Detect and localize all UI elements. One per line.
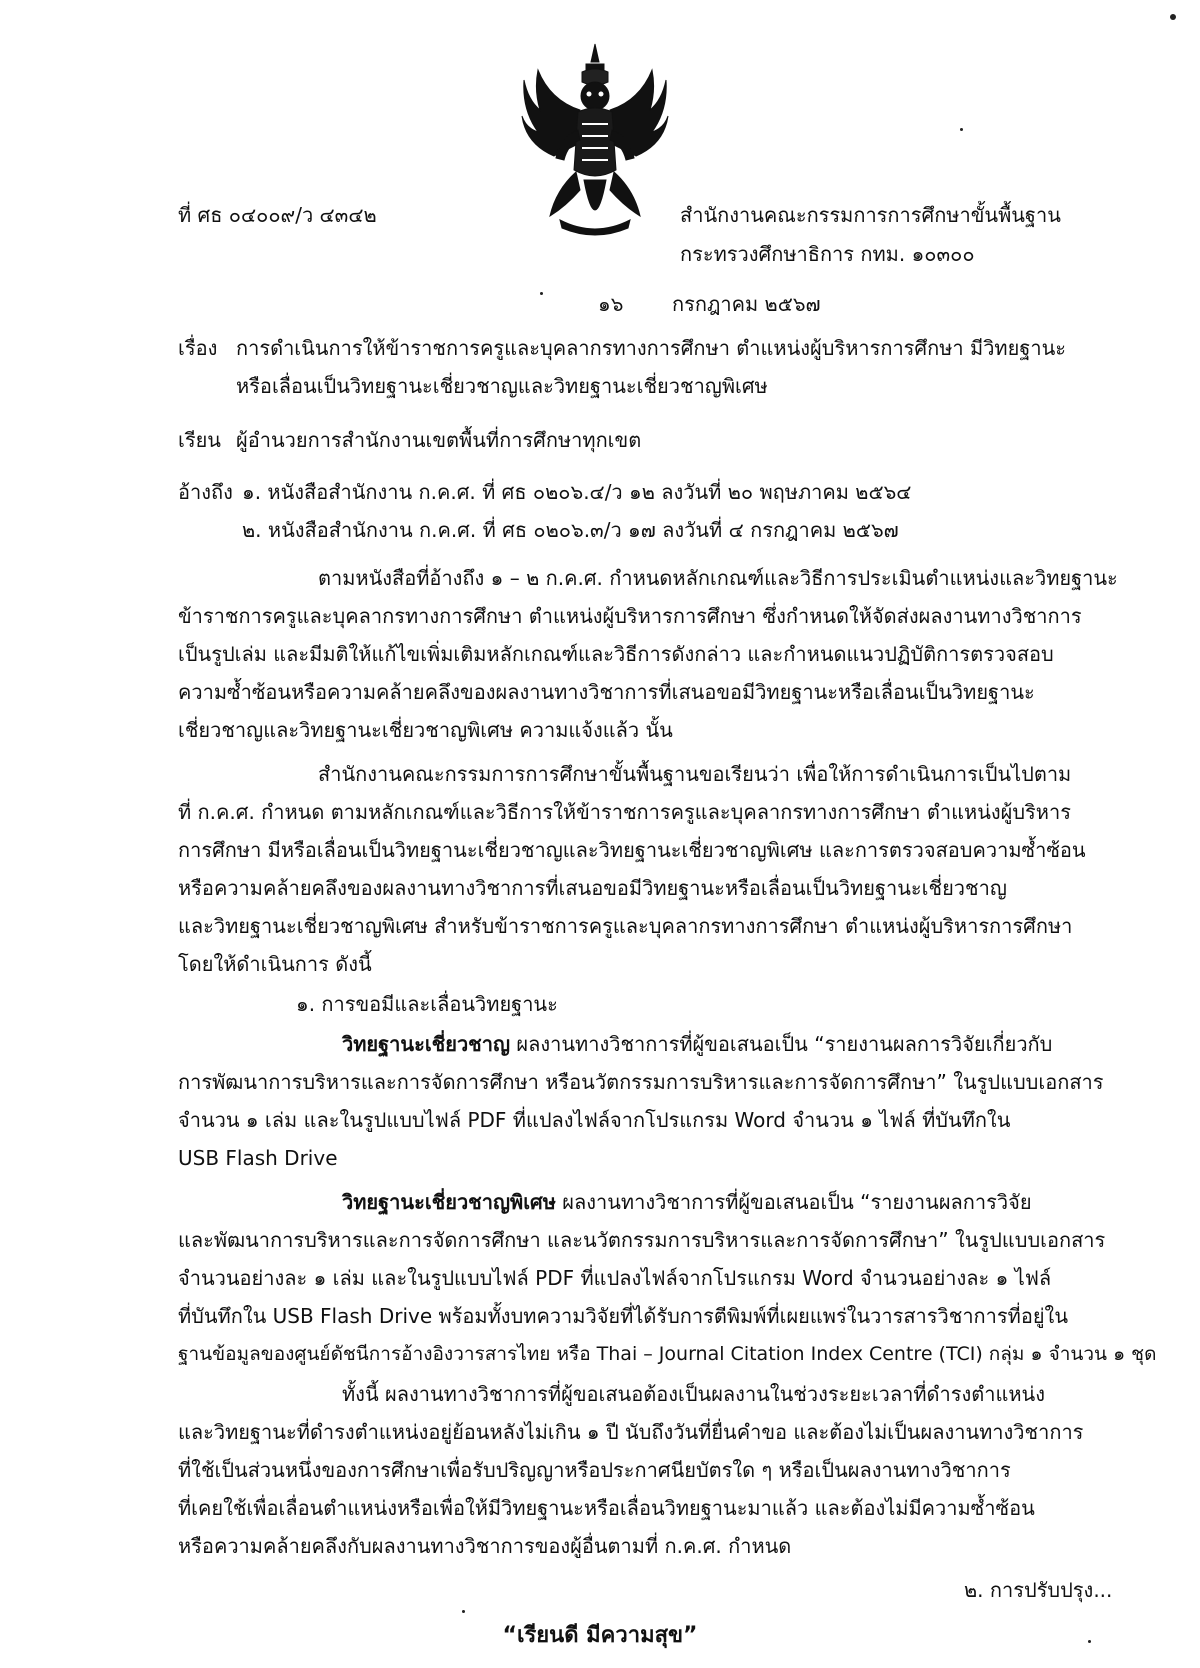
senior-expert-rank-line: และพัฒนาการบริหารและการจัดการศึกษา และนวัตกรรมการบริหารและการจัดการศึกษา” ในรูปแบบเอกสาร <box>178 1228 1106 1252</box>
paragraph-2-line: การศึกษา มีหรือเลื่อนเป็นวิทยฐานะเชี่ยวชาญและวิทยฐานะเชี่ยวชาญพิเศษ และการตรวจสอบความซ้ำซ้อน <box>178 838 1086 862</box>
footer-slogan: “เรียนดี มีความสุข” <box>502 1623 698 1648</box>
expert-rank-line <box>342 1026 1052 1062</box>
subject-line-1: การดำเนินการให้ข้าราชการครูและบุคลากรทางการศึกษา ตำแหน่งผู้บริหารการศึกษา มีวิทยฐานะ <box>236 336 1066 360</box>
scan-speck <box>1170 14 1176 20</box>
senior-expert-rank-line: ที่บันทึกใน USB Flash Drive พร้อมทั้งบทความวิจัยที่ได้รับการตีพิมพ์ที่เผยแพร่ในวารสารวิชาการที่อยู่ใน <box>178 1304 1068 1328</box>
date-month-year: กรกฎาคม ๒๕๖๗ <box>672 292 821 316</box>
recipient-label: เรียน <box>178 428 221 452</box>
paragraph-2-line: โดยให้ดำเนินการ ดังนี้ <box>178 952 372 976</box>
paragraph-2-line: หรือความคล้ายคลึงของผลงานทางวิชาการที่เสนอขอมีวิทยฐานะหรือเลื่อนเป็นวิทยฐานะเชี่ยวชาญ <box>178 876 1007 900</box>
garuda-emblem-icon <box>520 40 670 242</box>
senior-expert-rank-title: วิทยฐานะเชี่ยวชาญพิเศษ <box>342 1190 556 1214</box>
expert-rank-line: จำนวน ๑ เล่ม และในรูปแบบไฟล์ PDF ที่แปลงไฟล์จากโปรแกรม Word จำนวน ๑ ไฟล์ ที่บันทึกใน <box>178 1108 1011 1132</box>
scan-speck <box>960 128 963 131</box>
scan-speck <box>1088 1640 1091 1643</box>
organization-address: กระทรวงศึกษาธิการ กทม. ๑๐๓๐๐ <box>680 242 975 266</box>
scan-speck <box>462 1610 465 1613</box>
expert-rank-text: ผลงานทางวิชาการที่ผู้ขอเสนอเป็น “รายงานผลการวิจัยเกี่ยวกับ <box>516 1032 1053 1056</box>
paragraph-3-line: ที่เคยใช้เพื่อเลื่อนตำแหน่งหรือเพื่อให้มีวิทยฐานะหรือเลื่อนวิทยฐานะมาแล้ว และต้องไม่มีความซ้ำซ้อน <box>178 1496 1035 1520</box>
continuation-marker: ๒. การปรับปรุง... <box>964 1578 1113 1602</box>
paragraph-3-line: และวิทยฐานะที่ดำรงตำแหน่งอยู่ย้อนหลังไม่เกิน ๑ ปี นับถึงวันที่ยื่นคำขอ และต้องไม่เป็นผลงานทางวิชาการ <box>178 1420 1084 1444</box>
paragraph-1-line: เป็นรูปเล่ม และมีมติให้แก้ไขเพิ่มเติมหลักเกณฑ์และวิธีการดังกล่าว และกำหนดแนวปฏิบัติการตรวจสอบ <box>178 642 1054 666</box>
paragraph-2-line: ที่ ก.ค.ศ. กำหนด ตามหลักเกณฑ์และวิธีการให้ข้าราชการครูและบุคลากรทางการศึกษา ตำแหน่งผู้บริหาร <box>178 800 1071 824</box>
expert-rank-line: การพัฒนาการบริหารและการจัดการศึกษา หรือนวัตกรรมการบริหารและการจัดการศึกษา” ในรูปแบบเอกสาร <box>178 1070 1104 1094</box>
subject-line-2: หรือเลื่อนเป็นวิทยฐานะเชี่ยวชาญและวิทยฐานะเชี่ยวชาญพิเศษ <box>236 374 768 398</box>
paragraph-1-line: ตามหนังสือที่อ้างถึง ๑ – ๒ ก.ค.ศ. กำหนดหลักเกณฑ์และวิธีการประเมินตำแหน่งและวิทยฐานะ <box>318 566 1118 590</box>
expert-rank-line: USB Flash Drive <box>178 1146 338 1170</box>
references-label: อ้างถึง <box>178 480 233 504</box>
reference-number: ที่ ศธ ๐๔๐๐๙/ว ๔๓๔๒ <box>178 203 377 227</box>
paragraph-3-line: หรือความคล้ายคลึงกับผลงานทางวิชาการของผู้อื่นตามที่ ก.ค.ศ. กำหนด <box>178 1534 792 1558</box>
paragraph-3-line: ทั้งนี้ ผลงานทางวิชาการที่ผู้ขอเสนอต้องเป็นผลงานในช่วงระยะเวลาที่ดำรงตำแหน่ง <box>342 1382 1045 1406</box>
organization-name: สำนักงานคณะกรรมการการศึกษาขั้นพื้นฐาน <box>680 203 1061 227</box>
senior-expert-rank-line: จำนวนอย่างละ ๑ เล่ม และในรูปแบบไฟล์ PDF ที่แปลงไฟล์จากโปรแกรม Word จำนวนอย่างละ ๑ ไฟล์ <box>178 1266 1052 1290</box>
paragraph-1-line: ข้าราชการครูและบุคลากรทางการศึกษา ตำแหน่งผู้บริหารการศึกษา ซึ่งกำหนดให้จัดส่งผลงานทางวิชาการ <box>178 604 1082 628</box>
reference-item-2: ๒. หนังสือสำนักงาน ก.ค.ศ. ที่ ศธ ๐๒๐๖.๓/ว ๑๗ ลงวันที่ ๔ กรกฎาคม ๒๕๖๗ <box>242 518 899 542</box>
scan-speck <box>540 292 543 295</box>
expert-rank-title: วิทยฐานะเชี่ยวชาญ <box>342 1032 511 1056</box>
senior-expert-rank-text: ผลงานทางวิชาการที่ผู้ขอเสนอเป็น “รายงานผลการวิจัย <box>562 1190 1032 1214</box>
paragraph-1-line: เชี่ยวชาญและวิทยฐานะเชี่ยวชาญพิเศษ ความแจ้งแล้ว นั้น <box>178 718 673 742</box>
subject-label: เรื่อง <box>178 336 218 360</box>
reference-item-1: ๑. หนังสือสำนักงาน ก.ค.ศ. ที่ ศธ ๐๒๐๖.๔/ว ๑๒ ลงวันที่ ๒๐ พฤษภาคม ๒๕๖๔ <box>242 480 912 504</box>
senior-expert-rank-line: ฐานข้อมูลของศูนย์ดัชนีการอ้างอิงวารสารไทย หรือ Thai – Journal Citation Index Centre (TCI) กลุ่ม ๑ จำนวน ๑ ชุด <box>178 1343 1157 1365</box>
paragraph-1-line: ความซ้ำซ้อนหรือความคล้ายคลึงของผลงานทางวิชาการที่เสนอขอมีวิทยฐานะหรือเลื่อนเป็นวิทยฐานะ <box>178 680 1035 704</box>
paragraph-3-line: ที่ใช้เป็นส่วนหนึ่งของการศึกษาเพื่อรับปริญญาหรือประกาศนียบัตรใด ๆ หรือเป็นผลงานทางวิชาการ <box>178 1458 1011 1482</box>
paragraph-2-line: สำนักงานคณะกรรมการการศึกษาขั้นพื้นฐานขอเรียนว่า เพื่อให้การดำเนินการเป็นไปตาม <box>318 762 1072 786</box>
date-day: ๑๖ <box>598 292 624 316</box>
senior-expert-rank-line <box>342 1184 1032 1220</box>
paragraph-2-line: และวิทยฐานะเชี่ยวชาญพิเศษ สำหรับข้าราชการครูและบุคลากรทางการศึกษา ตำแหน่งผู้บริหารการศึกษา <box>178 914 1073 938</box>
recipient-text: ผู้อำนวยการสำนักงานเขตพื้นที่การศึกษาทุกเขต <box>236 428 642 452</box>
section-1-heading: ๑. การขอมีและเลื่อนวิทยฐานะ <box>296 992 558 1016</box>
